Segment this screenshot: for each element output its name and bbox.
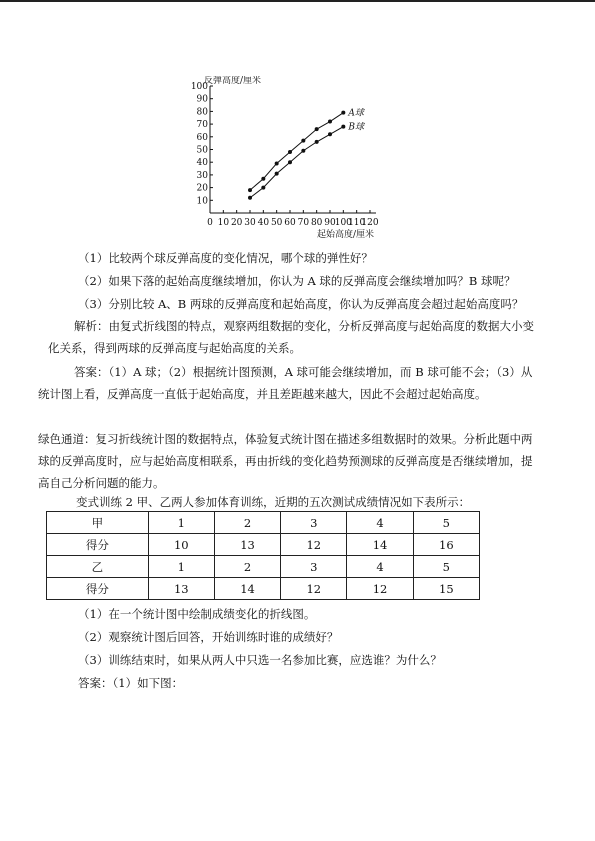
table-cell: 3 bbox=[281, 512, 347, 534]
x-tick-label: 0 bbox=[207, 218, 213, 228]
x-tick-label: 20 bbox=[230, 218, 243, 228]
table-cell: 乙 bbox=[47, 556, 149, 578]
table-cell: 4 bbox=[347, 512, 413, 534]
table-cell: 13 bbox=[214, 534, 280, 556]
x-tick-label: 110 bbox=[348, 218, 366, 228]
y-tick-label: 50 bbox=[196, 145, 208, 156]
x-tick-label: 70 bbox=[297, 218, 310, 228]
table-cell: 12 bbox=[281, 534, 347, 556]
x-tick-label: 80 bbox=[310, 218, 323, 228]
table-cell: 15 bbox=[413, 578, 479, 600]
data-point bbox=[288, 150, 292, 154]
data-point bbox=[275, 161, 279, 165]
table-cell: 5 bbox=[413, 512, 479, 534]
header-rule bbox=[0, 0, 595, 2]
y-tick-label: 100 bbox=[190, 82, 208, 92]
data-point bbox=[248, 196, 252, 200]
table-cell: 甲 bbox=[47, 512, 149, 534]
data-point bbox=[261, 186, 265, 190]
series-label: A球 bbox=[348, 108, 364, 119]
data-point bbox=[301, 149, 305, 153]
x-tick-label: 60 bbox=[284, 218, 296, 228]
y-tick-label: 20 bbox=[196, 183, 208, 194]
exercise-question-1: （1）在一个统计图中绘制成绩变化的折线图。 bbox=[78, 607, 316, 621]
y-tick-label: 30 bbox=[196, 170, 208, 181]
y-tick-label: 80 bbox=[196, 107, 208, 118]
data-point bbox=[261, 177, 265, 181]
table-cell: 14 bbox=[347, 534, 413, 556]
y-tick-label: 40 bbox=[196, 158, 208, 169]
table-cell: 10 bbox=[148, 534, 214, 556]
data-point bbox=[275, 172, 279, 176]
bounce-height-line-chart bbox=[180, 76, 395, 244]
data-point bbox=[315, 140, 319, 144]
table-cell: 1 bbox=[148, 556, 214, 578]
table-cell: 16 bbox=[413, 534, 479, 556]
x-tick-label: 50 bbox=[270, 218, 283, 228]
y-tick-label: 90 bbox=[196, 94, 208, 105]
table-cell: 13 bbox=[148, 578, 214, 600]
series-label: B球 bbox=[348, 122, 364, 133]
exercise-intro: 变式训练 2 甲、乙两人参加体育训练，近期的五次测试成绩情况如下表所示： bbox=[76, 495, 471, 509]
table-cell: 12 bbox=[347, 578, 413, 600]
table-cell: 得分 bbox=[47, 534, 149, 556]
table-row bbox=[47, 534, 480, 556]
y-tick-label: 70 bbox=[196, 120, 208, 131]
table-cell: 得分 bbox=[47, 578, 149, 600]
table-row bbox=[47, 578, 480, 600]
analysis-paragraph: 解析：由复式折线图的特点，观察两组数据的变化，分析反弹高度与起始高度的数据大小变化关系，得到两球的反弹高度与起始高度的关系。 bbox=[48, 319, 534, 355]
table-row bbox=[47, 556, 480, 578]
x-tick-label: 120 bbox=[361, 218, 379, 228]
y-tick-label: 60 bbox=[196, 132, 208, 143]
question-3: （3）分别比较 A、B 两球的反弹高度和起始高度，你认为反弹高度会超过起始高度吗？ bbox=[78, 297, 524, 311]
table-cell: 4 bbox=[347, 556, 413, 578]
y-tick-label: 10 bbox=[196, 196, 208, 207]
data-point bbox=[341, 111, 345, 115]
question-1: （1）比较两个球反弹高度的变化情况，哪个球的弹性好？ bbox=[78, 251, 373, 265]
exercise-question-3: （3）训练结束时，如果从两人中只选一名参加比赛，应选谁？为什么？ bbox=[78, 653, 442, 667]
table-cell: 14 bbox=[214, 578, 280, 600]
data-point bbox=[248, 188, 252, 192]
exercise-question-2: （2）观察统计图后回答，开始训练时谁的成绩好？ bbox=[78, 630, 339, 644]
x-tick-label: 40 bbox=[257, 218, 270, 228]
table-cell: 1 bbox=[148, 512, 214, 534]
score-table bbox=[46, 511, 480, 600]
data-point bbox=[328, 132, 332, 136]
table-cell: 2 bbox=[214, 512, 280, 534]
answer-paragraph: 答案：（1）A 球；（2）根据统计图预测，A 球可能会继续增加，而 B 球可能不会；（3）从统计图上看，反弹高度一直低于起始高度，并且差距越来越大，因此不会超过起始高度。 bbox=[38, 365, 533, 401]
question-2: （2）如果下落的起始高度继续增加，你认为 A 球的反弹高度会继续增加吗？B 球呢？ bbox=[78, 274, 516, 288]
data-point bbox=[315, 127, 319, 131]
y-axis-title: 反弹高度/厘米 bbox=[204, 76, 262, 86]
green-channel-paragraph: 绿色通道：复习折线统计图的数据特点，体验复式统计图在描述多组数据时的效果。分析此题中两球的反弹高度时，应与起始高度相联系，再由折线的变化趋势预测球的反弹高度是否继续增加，提高自己分析问题的能力。 bbox=[38, 432, 533, 490]
table-row bbox=[47, 512, 480, 534]
data-point bbox=[301, 139, 305, 143]
data-point bbox=[341, 125, 345, 129]
x-tick-label: 90 bbox=[324, 218, 336, 228]
table-cell: 5 bbox=[413, 556, 479, 578]
x-tick-label: 10 bbox=[217, 218, 230, 228]
x-tick-label: 30 bbox=[244, 218, 256, 228]
table-cell: 12 bbox=[281, 578, 347, 600]
exercise-answer: 答案：（1）如下图： bbox=[78, 676, 184, 690]
data-point bbox=[328, 120, 332, 124]
table-cell: 3 bbox=[281, 556, 347, 578]
x-axis-title: 起始高度/厘米 bbox=[316, 230, 374, 240]
x-tick-label: 100 bbox=[334, 218, 352, 228]
table-cell: 2 bbox=[214, 556, 280, 578]
data-point bbox=[288, 160, 292, 164]
